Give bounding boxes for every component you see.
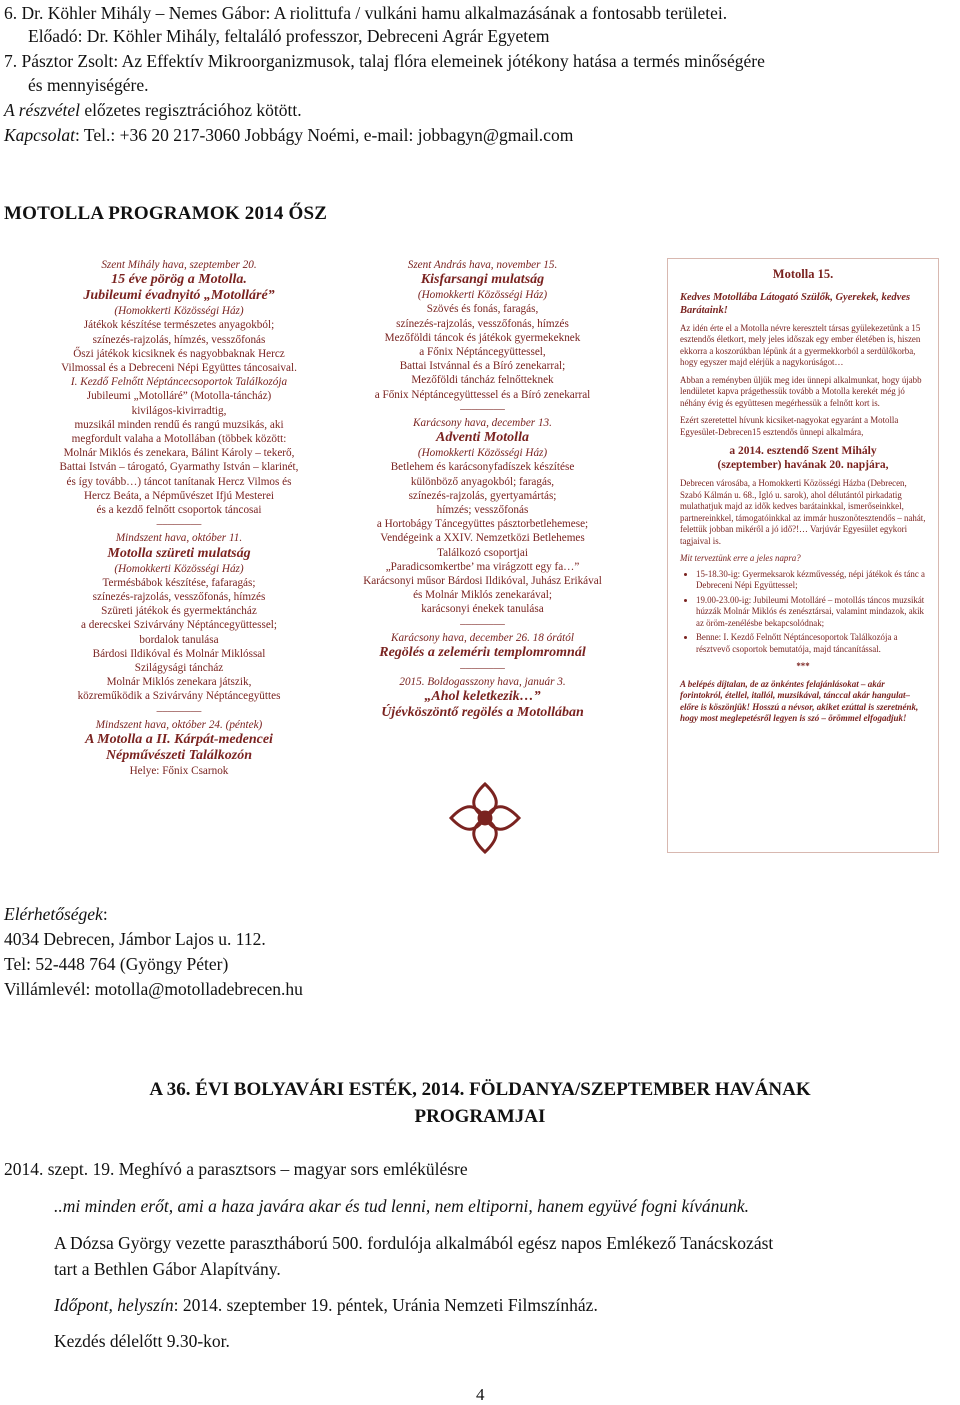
flyer-line: Bárdosi Ildikóval és Molnár Miklóssal [92, 647, 266, 660]
registration-label: A részvétel [4, 100, 80, 120]
flyer-line: 15 éve pörög a Motolla. [111, 272, 247, 288]
lecture-item-6: 6. Dr. Köhler Mihály – Nemes Gábor: A riolittufa / vulkáni hamu alkalmazásának a fontosabb területei. [4, 3, 728, 23]
event-description-1: A Dózsa György vezette parasztháború 500. fordulója alkalmából egész napos Emlékező Tanácskozást [54, 1233, 774, 1253]
lecture-item-6-speaker: Előadó: Dr. Köhler Mihály, feltaláló professzor, Debreceni Agrár Egyetem [28, 26, 550, 46]
flyer-line: karácsonyi énekek tanulása [421, 603, 544, 616]
quote: ..mi minden erőt, ami a haza javára akar és tud lenni, nem eltiporni, hanem együvé fogni kívánunk. [54, 1196, 750, 1216]
flyer-footer: A belépés díjtalan, de az önkéntes felajánlásokat – akár forintokról, étellel, itallól, muzsikával, tánccal akár hangulat– előre is köszönjük! Hosszú a névsor, akiket ezúttal is szeretnénk, hogy most meglepetésről legyen is szó – örömmel elfogadjuk! [680, 678, 919, 723]
contacts-address: 4034 Debrecen, Jámbor Lajos u. 112. [4, 929, 266, 949]
flyer-line: színezés-rajzolás, vesszőfonás, hímzés [92, 591, 266, 604]
flyer-line: Mezőföldi táncok és játékok gyermekeknek [384, 331, 581, 344]
flyer-motolla-15 [667, 258, 939, 853]
flyer-line: színezés-rajzolás, vesszőfonás, hímzés [396, 317, 569, 330]
flyer-paragraph-3: Ezért szeretettel hívunk kicsiket-nagyokat egyaránt a Motolla Egyesület-Debrecen15 esztendős ünnepi alkalmára, [680, 415, 899, 437]
flyer-title: Motolla 15. [772, 267, 834, 281]
flyer-line: Jubileumi évadnyitó „Motolláré” [83, 288, 275, 304]
flyer-line: a Hortobágy Táncegyüttes pásztorbetlehemese; [376, 518, 589, 531]
flyer-line: Hercz Beáta, a Népművészet Ifjú Mesterei [83, 489, 275, 502]
flyer-greeting: Kedves Motollába Látogató Szülők, Gyerekek, kedves Barátaink! [680, 291, 911, 316]
lecture-item-7-cont: és mennyiségére. [28, 75, 149, 95]
event-date-line: 2014. szept. 19. Meghívó a parasztsors – magyar sors emlékülésre [4, 1159, 468, 1179]
flyer-line: –––––––– [156, 518, 202, 531]
section-title: MOTOLLA PROGRAMOK 2014 ŐSZ [4, 203, 328, 224]
flyer-paragraph-4: Debrecen városába, a Homokkerti Közösségi Házba (Debrecen, Szabó Kálmán u. 68., Igló u. sarok), ahol délutántól pirkadatig mulathatjuk majd az idők kedves barátainkkal, ismerőseinkkel, partnereinkkel, támogatóinkkal az immár huszonötesztendős – nahát, felettük jobban mikéről a jó idő?!… Varjúvár Egyesület egykori tagjaival is. [680, 478, 926, 546]
time-place-text: : 2014. szeptember 19. péntek, Uránia Nemzeti Filmszínház. [173, 1295, 598, 1315]
flyer-line: különböző anyagokból; faragás, [410, 475, 555, 488]
flyer-line: Molnár Miklós és zenekara, Bálint Károly – tekerő, [63, 447, 295, 460]
contacts-phone: Tel: 52-448 764 (Gyöngy Péter) [4, 954, 229, 974]
registration-text: előzetes regisztrációhoz kötött. [79, 100, 302, 120]
flyer-line: –––––––– [156, 704, 202, 717]
flyer-schedule-list [680, 569, 926, 656]
flyer-line: Szilágysági táncház [134, 662, 224, 675]
time-place-label: Időpont, helyszín [54, 1295, 174, 1315]
flyer-line: és így tovább…) táncot tanítanak Hercz Vilmos és [66, 475, 292, 488]
flyer-line: Találkozó csoportjai [437, 546, 528, 559]
flyer-line: (Homokkerti Közösségi Ház) [417, 447, 548, 460]
flyer-autumn-program [18, 258, 340, 778]
flyer-question: Mit terveztünk erre a jeles napra? [680, 553, 801, 563]
program-heading-line-2: PROGRAMJAI [414, 1106, 546, 1127]
flyer-line: Vendégeink a XXIV. Nemzetközi Betlehemes [380, 532, 585, 545]
flyer-line: Adventi Motolla [436, 430, 529, 446]
flyer-line: hímzés; vesszőfonás [436, 504, 529, 517]
flyer-line: A Motolla a II. Kárpát-medencei [85, 732, 273, 748]
flyer-line: és a kezdő felnőtt csoportok táncosai [96, 504, 262, 517]
flyer-line: bordalok tanulása [139, 633, 219, 646]
contact-text: : Tel.: +36 20 217-3060 Jobbágy Noémi, e-mail: jobbagyn@gmail.com [74, 125, 574, 145]
flyer-line: Karácsony hava, december 26. 18 órától [390, 631, 574, 644]
flyer-line: „Paradicsomkertbe’ ma virágzott egy fa…” [385, 560, 580, 573]
contacts-colon: : [102, 904, 108, 924]
flyer-line: a Főnix Néptáncegyüttessel, [419, 346, 546, 359]
flyer-line: –––––––– [460, 402, 505, 415]
flyer-line: (Homokkerti Közösségi Ház) [114, 305, 244, 318]
contact-line [4, 124, 573, 146]
flyer-line: Szüreti játékok és gyermektáncház [101, 605, 257, 618]
flyer-line: (Homokkerti Közösségi Ház) [114, 562, 244, 575]
flyer-winter-program [345, 258, 620, 721]
flyer-line: Kisfarsangi mulatság [420, 272, 545, 288]
flyer-line: Mindszent hava, október 24. (péntek) [95, 718, 263, 731]
flyer-line: Szent András hava, november 15. [407, 259, 558, 271]
flyer-line: a derecskei Szivárvány Néptáncegyüttessel; [80, 619, 277, 632]
flyer-line: Battai Istvánnal és a Bíró zenekarral; [399, 360, 566, 373]
flyer-line: –––––––– [460, 617, 505, 630]
event-description-2: tart a Bethlen Gábor Alapítvány. [54, 1259, 281, 1279]
flyer-schedule-item: • 19.00-23.00-ig: Jubileumi Motolláré – motollás táncos muzsikát húzzák Molnár Miklós és zenésztársai, valamint mindazok, akik az öröm-zenélésbe bekapcsolódnak; [696, 595, 926, 630]
flyer-paragraph-2: Abban a reményben üljük meg ideı ünnepi alkalmunkat, hogy újabb lendületet kapva prágethessük tovább a Motolla kerekét még jó néhány évig és együttesen megérhessük a felnőtt kort is. [680, 374, 922, 408]
flyer-line: Szent Mihály hava, szeptember 20. [101, 259, 257, 271]
flyer-line: „Ahol keletkezik…” [424, 689, 541, 705]
flyer-line: kivilágos-kivirradtig, [131, 404, 227, 417]
flyer-line: Vilmossal és a Debreceni Népi Együttes táncosaival. [61, 362, 297, 375]
flyer-line: Helye: Főnix Csarnok [129, 765, 229, 778]
flyer-line: színezés-rajzolás, gyertyamártás; [408, 489, 557, 502]
page-number: 4 [476, 1385, 485, 1404]
flyer-line: Karácsonyi műsor Bárdosi Ildikóval, Juhász Erikával [363, 575, 602, 588]
flyer-line: Mezőföldi táncház felnőtteknek [411, 374, 554, 387]
lecture-item-7: 7. Pásztor Zsolt: Az Effektív Mikroorganizmusok, talaj flóra elemeinek jótékony hatása a termés minőségére [4, 51, 765, 71]
flyer-line: I. Kezdő Felnőtt Néptáncecsoportok Találkozója [70, 376, 288, 389]
flyer-line: Betlehem és karácsonyfadíszek készítése [390, 461, 575, 474]
flyer-line: Népművészeti Találkozón [105, 748, 253, 764]
flyer-line: Termésbábok készítése, fafaragás; [102, 576, 256, 589]
flyer-line: megfordult valaha a Motollában (többek között: [71, 433, 287, 446]
flyer-line: Battai István – tárogató, Gyarmathy István – klarinét, [59, 461, 299, 474]
flyer-line: muzsikál minden rendű és rangú muzsikás, aki [74, 418, 284, 431]
flyer-line: Jubileumi „Motolláré” (Motolla-táncház) [86, 390, 272, 403]
start-time: Kezdés délelőtt 9.30-kor. [54, 1331, 230, 1351]
registration-note [4, 99, 302, 121]
contact-label: Kapcsolat [4, 125, 75, 145]
contacts-label: Elérhetőségek [4, 904, 103, 924]
flyer-line: –––––––– [460, 662, 505, 675]
flyer-schedule-item: • Benne: I. Kezdő Felnőtt Néptáncesoportok Találkozója a résztvevő csoportok bemutatója, majd táncanítással. [696, 632, 926, 655]
flyer-headline-2: (szeptember) havának 20. napjára, [717, 459, 889, 471]
folk-ornament-icon [445, 778, 525, 858]
flyer-headline-1: a 2014. esztendő Szent Mihály [729, 445, 877, 457]
flyer-schedule-item: • 15-18.30-ig: Gyermeksarok kézművesség, népi játékok és tánc a Debreceni Népi Együttessel; [696, 569, 926, 592]
flyer-line: színezés-rajzolás, hímzés, vesszőfonás [92, 333, 266, 346]
time-place [54, 1294, 598, 1316]
flyer-line: Mindszent hava, október 11. [115, 532, 243, 545]
program-heading-line-1: A 36. ÉVI BOLYAVÁRI ESTÉK, 2014. FÖLDANYA/SZEPTEMBER HAVÁNAK [149, 1079, 811, 1100]
flyer-line: Regölés a zelemériı templomromnál [379, 645, 586, 661]
flyer-line: (Homokkerti Közösségi Ház) [417, 289, 548, 302]
flyer-line: Karácsony hava, december 13. [413, 417, 552, 430]
flyer-paragraph-1: Az idén érte el a Motolla névre keresztelt társas gyülekezetünk a 15 esztendős életkort, mely jeles időszak egy ember életében is, hiszen ekkorra a koszorúkban lépünk át a gyermekkorból a serdülőkorba, hogy egyszer majd elérjük a nagykorúságot… [680, 322, 921, 367]
flyer-line: Molnár Miklós zenekara játszik, [106, 676, 252, 689]
flyer-line: a Főnix Néptáncegyüttessel és a Bíró zenekarral [374, 388, 591, 401]
flyer-line: Szövés és fonás, faragás, [426, 303, 539, 316]
flyer-line: 2015. Boldogasszony hava, január 3. [399, 676, 566, 689]
flyer-line: Motolla szüreti mulatság [107, 545, 251, 561]
flyer-line: Játékok készítése természetes anyagokból; [83, 319, 275, 332]
flyer-line: Őszi játékok kicsiknek és nagyobbaknak Hercz [73, 347, 285, 360]
flyer-line: és Molnár Miklós zenekarával; [413, 589, 552, 602]
flyer-stars: *** [796, 661, 810, 671]
flyer-line: közreműködik a Szivárvány Néptáncegyüttes [77, 690, 281, 703]
contacts-heading [4, 903, 108, 925]
flyer-line: Újévköszöntő regölés a Motollában [381, 705, 584, 721]
contacts-email: Villámlevél: motolla@motolladebrecen.hu [4, 979, 303, 999]
